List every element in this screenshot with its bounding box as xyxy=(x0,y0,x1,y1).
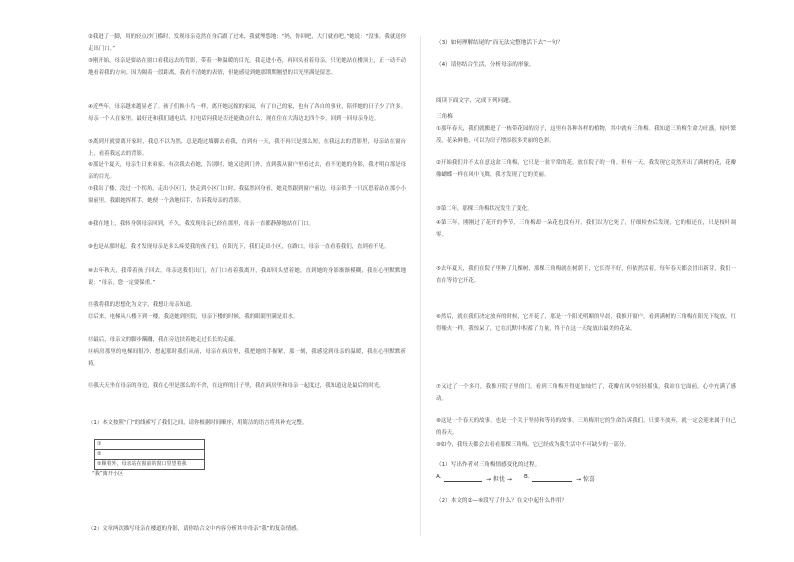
right-column xyxy=(436,0,736,562)
left-paragraph-3: ③刚开始，母亲是要站在窗口看我远去的背影，带着一种温暖的目光。我走进小巷，再回头看着母亲，只见她站在楼顶上，正一动不动地看着我的方向。因为隔着一段距离，我看不清她的表情，但能感觉到她那期期翘望的目光里满是留恋。 xyxy=(88,58,406,76)
chain-cell-3: ②顺着外，母亲站在窗前的窗口里望着我 xyxy=(95,460,205,470)
emotion-flow xyxy=(436,474,736,486)
article-title: 三角梅 xyxy=(436,114,453,120)
left-paragraph-13: ⑬最后，母亲文的脚步蹒跚，我在旁边扶着她走过长长的走廊。 xyxy=(88,337,239,343)
right-paragraph-9: ⑨如今，我每天都会去看看那棵三角梅，它已经成为我生活中不可缺少的一部分。 xyxy=(436,442,630,448)
right-paragraph-8: ⑧这是一个春天的故事，也是一个关于坚持和等待的故事。三角梅用它的生命告诉我们，只要不放弃，就一定会迎来属于自己的春天。 xyxy=(436,418,736,436)
right-paragraph-1: ①那年春天，我们就搬进了一栋带花园的房子，这里有各种各样的植物，其中就有三角梅。我知道三角梅生命力旺盛，枝叶繁茂，花朵鲜艳，可以为房子增添很多美丽的色彩。 xyxy=(436,126,736,144)
chain-cell-2[interactable]: ② xyxy=(95,450,205,460)
left-paragraph-6: ⑥那是个夏天，母亲生日来弟家。有次我去看她，告别时，她又送到门外，直到我从窗户里看过去，看不见她的身影，我才明白那是母亲的目光。 xyxy=(88,162,406,180)
right-question-2: （2）本文的②—⑥段写了什么？在文中起什么作用？ xyxy=(436,498,568,504)
left-question-2: （2）文章两次描写母亲在楼道的身影，请你结合文中内容分析其中母亲“我”的复杂情感。 xyxy=(88,526,302,532)
right-paragraph-6: ⑥然后，就在我们决定放弃的时候，它开花了，那是一个阳光明媚的早晨，我推开窗户，看到满树的三角梅在阳光下绽放，红得像火一样，我惊呆了，它在沉默中积蓄了力量，终于在这一天绽放出最美的花朵。 xyxy=(436,314,736,332)
left-paragraph-2: ②我进了一脚，用的轻点沙门槛时，发现母亲竟然在身后跟了过来，我就埋怨地：“妈，你回吧，大门就看吧。”她说：“没事，我就送你走出门口。” xyxy=(88,34,406,52)
flow-step-surprise: → 惊喜 xyxy=(576,476,595,483)
right-question-4: （4）请你结合生活，分析母亲的形象。 xyxy=(436,62,535,68)
answer-chain-table xyxy=(94,439,205,470)
flow-blank-a[interactable] xyxy=(444,474,482,482)
left-paragraph-4: ④近些年，母亲越来越显老了。孩子们换小鸟一样，离开她远嫁的家园，有了自己的家，也有了各自的事业，陪伴她的日子少了许多。母亲一个人在家里，最好还和我们通电话，打电话问我是否还能做点什么，现在住在大海边北四个乡，回到一回母亲身边。 xyxy=(88,104,406,122)
left-question-1: （1）本文按照“门”的线索写了我们之间，请你根据时间顺序，用简洁的语言将其补充完整。 xyxy=(88,420,308,426)
right-paragraph-4: ④第三年，刚刚过了花开的季节，三角梅却一朵花也没有开，我们以为它死了，仔细检查后发现，它的根还在，只是枝叶凋零。 xyxy=(436,220,736,238)
right-question-3: （3）如何理解结尾的“而无法完整地活下去”一句？ xyxy=(436,40,563,46)
right-paragraph-3: ③第二年，那棵三角梅状况发生了变化。 xyxy=(436,206,533,212)
left-paragraph-12: ⑫后来，电梯从八楼下到一楼，我送她到医院，母亲下楼的时候，我的眼睛里满是泪水。 xyxy=(88,314,299,320)
left-paragraph-7: ⑦我出了楼，没过一个拐角，走出小区门，快走到小区门口时，我猛然回身看，她竟然跟到窗户前边，母亲似乎一只沉思着站在那小小窗前里，我跟她挥挥手，她便一个劲地招手，告诉我母亲的背影。 xyxy=(88,186,406,204)
chain-tail-label: “我”离开小区 xyxy=(92,471,124,477)
right-question-1: （1）写出作者对三角梅情感变化的过程。 xyxy=(436,462,541,468)
column-divider xyxy=(420,36,421,536)
flow-blank-b[interactable] xyxy=(532,474,572,482)
right-paragraph-5: ⑤去年夏天，我们在院子里种了几棵树，那棵三角梅就在树荫下，它长得不好，但依然活着，每年春天都会冒出新芽，我们一直在等待它开花。 xyxy=(436,266,736,284)
chain-cell-1[interactable]: ① xyxy=(95,440,205,450)
left-paragraph-15: ⑮我天天坐在母亲的身边，我在心里是那么的不舍，在这样的日子里，我在病房里和母亲一起度过，我知道这是最后的时光。 xyxy=(88,383,385,389)
flow-step-worry: → 担忧 → xyxy=(486,476,512,483)
left-paragraph-9: ⑨也是从那时起，我才发现母亲是多么疼爱我的孩子们，在阳光下，我们走出小区，在路口，母亲一直看着我们，直到看不见。 xyxy=(88,244,390,250)
left-column xyxy=(88,0,406,562)
left-paragraph-10: ⑩去年秋天，我带着孩子回去，母亲送我们出门，在门口看着我离开，我却回头望着她，直到她的身影渐渐模糊，我在心里默默地说：“母亲，您一定要保重。” xyxy=(88,268,406,286)
left-paragraph-5: ⑤离到开就要离开家时，我总不以为然，总是跑过墙脚去看我，直到有一天，我不再只是那么短，在我远去的背影里，母亲站在窗台上，看着我远去的背影。 xyxy=(88,139,406,157)
left-paragraph-11: ⑪我将我的思想化为文字，我想让母亲知道。 xyxy=(88,302,196,308)
right-paragraph-7: ⑦又过了一个多月，我推开院子里的门，看到三角梅开得更加灿烂了，花瓣在风中轻轻摇曳，我站在它面前，心中充满了感动。 xyxy=(436,384,736,402)
reading-intro: 阅读下面文字，完成下列问题。 xyxy=(436,98,515,104)
right-paragraph-2: ②开始我们并不太在意这盆三角梅，它只是一盆平常的花，放在院子的一角。但有一天，我发现它竟然开出了满树的花，花瓣像蝴蝶一样在风中飞舞，我才发现了它的美丽。 xyxy=(436,160,736,178)
left-paragraph-8: ⑧我在地上，我转身朝母亲回到，不久，我发现母亲已经在那里，母亲一直都静静地站在门口。 xyxy=(88,221,314,227)
left-paragraph-14: ⑭病房那里的电梯间很冷，想起那时我们从前，母亲在病房里，我把她的手握紧，那一刻，我感觉到母亲的温暖，我在心里默默祈祷。 xyxy=(88,349,406,367)
flow-label-b: B. xyxy=(524,474,530,480)
flow-label-a: A. xyxy=(436,474,442,480)
